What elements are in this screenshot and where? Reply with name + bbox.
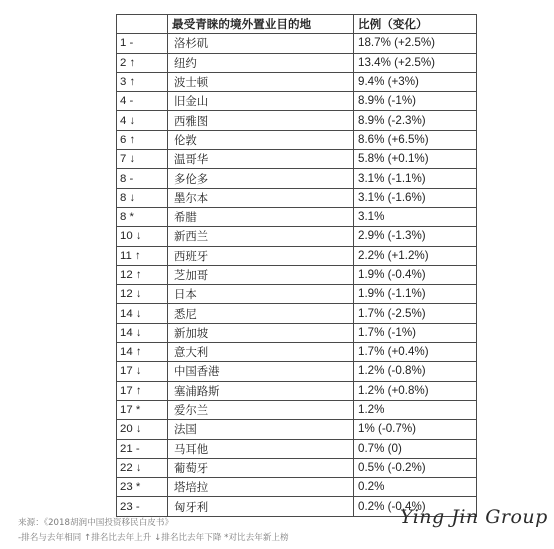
table-row bbox=[117, 285, 477, 304]
destination-cell: 旧金山 bbox=[168, 92, 354, 111]
table-row bbox=[117, 111, 477, 130]
ratio-cell: 0.7% (0) bbox=[354, 439, 477, 458]
ratio-cell: 9.4% (+3%) bbox=[354, 72, 477, 91]
table-row bbox=[117, 188, 477, 207]
rank-cell: 22 ↓ bbox=[117, 458, 168, 477]
source-note: 来源：《2018胡润中国投资移民白皮书》 bbox=[18, 518, 174, 528]
destination-cell: 塔培拉 bbox=[168, 478, 354, 497]
table-row bbox=[117, 207, 477, 226]
destinations-table bbox=[116, 14, 477, 517]
ratio-cell: 1.2% (-0.8%) bbox=[354, 362, 477, 381]
ratio-cell: 1.2% (+0.8%) bbox=[354, 381, 477, 400]
rank-cell: 11 ↑ bbox=[117, 246, 168, 265]
destination-cell: 塞浦路斯 bbox=[168, 381, 354, 400]
ratio-cell: 0.2% (-0.4%) bbox=[354, 497, 477, 516]
rank-cell: 17 ↓ bbox=[117, 362, 168, 381]
rank-cell: 20 ↓ bbox=[117, 420, 168, 439]
destination-cell: 洛杉矶 bbox=[168, 34, 354, 53]
footer-notes bbox=[18, 516, 289, 546]
destination-cell: 中国香港 bbox=[168, 362, 354, 381]
table-row bbox=[117, 362, 477, 381]
table-row bbox=[117, 34, 477, 53]
ratio-cell: 3.1% (-1.1%) bbox=[354, 169, 477, 188]
table-row bbox=[117, 478, 477, 497]
rank-cell: 23 - bbox=[117, 497, 168, 516]
rank-cell: 6 ↑ bbox=[117, 130, 168, 149]
rank-cell: 21 - bbox=[117, 439, 168, 458]
table-row bbox=[117, 53, 477, 72]
ratio-cell: 5.8% (+0.1%) bbox=[354, 150, 477, 169]
ratio-cell: 1.7% (-1%) bbox=[354, 323, 477, 342]
ratio-cell: 8.9% (-1%) bbox=[354, 92, 477, 111]
ratio-cell: 1% (-0.7%) bbox=[354, 420, 477, 439]
table-row bbox=[117, 304, 477, 323]
table-row bbox=[117, 265, 477, 284]
ratio-cell: 18.7% (+2.5%) bbox=[354, 34, 477, 53]
destination-cell: 爱尔兰 bbox=[168, 400, 354, 419]
table-row bbox=[117, 92, 477, 111]
rank-cell: 17 * bbox=[117, 400, 168, 419]
destination-cell: 伦敦 bbox=[168, 130, 354, 149]
header-ratio: 比例（变化） bbox=[354, 15, 477, 34]
ratio-cell: 8.9% (-2.3%) bbox=[354, 111, 477, 130]
table-row bbox=[117, 150, 477, 169]
rank-cell: 23 * bbox=[117, 478, 168, 497]
table-row bbox=[117, 227, 477, 246]
ratio-cell: 0.2% bbox=[354, 478, 477, 497]
destination-cell: 悉尼 bbox=[168, 304, 354, 323]
destination-cell: 希腊 bbox=[168, 207, 354, 226]
ratio-cell: 8.6% (+6.5%) bbox=[354, 130, 477, 149]
table-header-row bbox=[117, 15, 477, 34]
destination-cell: 西雅图 bbox=[168, 111, 354, 130]
destinations-table-container bbox=[116, 14, 477, 517]
destination-cell: 芝加哥 bbox=[168, 265, 354, 284]
ratio-cell: 3.1% bbox=[354, 207, 477, 226]
destination-cell: 墨尔本 bbox=[168, 188, 354, 207]
ratio-cell: 1.7% (-2.5%) bbox=[354, 304, 477, 323]
table-row bbox=[117, 381, 477, 400]
destination-cell: 马耳他 bbox=[168, 439, 354, 458]
destination-cell: 新西兰 bbox=[168, 227, 354, 246]
destination-cell: 意大利 bbox=[168, 343, 354, 362]
table-row bbox=[117, 400, 477, 419]
destination-cell: 温哥华 bbox=[168, 150, 354, 169]
table-row bbox=[117, 169, 477, 188]
header-rank bbox=[117, 15, 168, 34]
ratio-cell: 3.1% (-1.6%) bbox=[354, 188, 477, 207]
rank-cell: 10 ↓ bbox=[117, 227, 168, 246]
rank-cell: 12 ↑ bbox=[117, 265, 168, 284]
table-row bbox=[117, 323, 477, 342]
rank-cell: 8 * bbox=[117, 207, 168, 226]
rank-cell: 1 - bbox=[117, 34, 168, 53]
rank-cell: 14 ↓ bbox=[117, 323, 168, 342]
destination-cell: 葡萄牙 bbox=[168, 458, 354, 477]
rank-cell: 8 ↓ bbox=[117, 188, 168, 207]
destination-cell: 新加坡 bbox=[168, 323, 354, 342]
destination-cell: 波士顿 bbox=[168, 72, 354, 91]
rank-cell: 4 ↓ bbox=[117, 111, 168, 130]
table-row bbox=[117, 439, 477, 458]
ratio-cell: 1.9% (-0.4%) bbox=[354, 265, 477, 284]
rank-cell: 12 ↓ bbox=[117, 285, 168, 304]
ratio-cell: 0.5% (-0.2%) bbox=[354, 458, 477, 477]
destination-cell: 多伦多 bbox=[168, 169, 354, 188]
rank-cell: 2 ↑ bbox=[117, 53, 168, 72]
destination-cell: 纽约 bbox=[168, 53, 354, 72]
table-row bbox=[117, 343, 477, 362]
ratio-cell: 1.2% bbox=[354, 400, 477, 419]
rank-cell: 8 - bbox=[117, 169, 168, 188]
rank-cell: 4 - bbox=[117, 92, 168, 111]
legend-note: -排名与去年相同 ↑排名比去年上升 ↓排名比去年下降 *对比去年新上榜 bbox=[18, 533, 289, 543]
destination-cell: 西班牙 bbox=[168, 246, 354, 265]
table-row bbox=[117, 130, 477, 149]
rank-cell: 17 ↑ bbox=[117, 381, 168, 400]
ratio-cell: 13.4% (+2.5%) bbox=[354, 53, 477, 72]
destination-cell: 法国 bbox=[168, 420, 354, 439]
ratio-cell: 1.9% (-1.1%) bbox=[354, 285, 477, 304]
company-logo: Ying Jin Group bbox=[400, 506, 548, 528]
ratio-cell: 1.7% (+0.4%) bbox=[354, 343, 477, 362]
rank-cell: 14 ↓ bbox=[117, 304, 168, 323]
ratio-cell: 2.2% (+1.2%) bbox=[354, 246, 477, 265]
destination-cell: 日本 bbox=[168, 285, 354, 304]
rank-cell: 3 ↑ bbox=[117, 72, 168, 91]
rank-cell: 7 ↓ bbox=[117, 150, 168, 169]
table-row bbox=[117, 246, 477, 265]
rank-cell: 14 ↑ bbox=[117, 343, 168, 362]
table-row bbox=[117, 72, 477, 91]
table-row bbox=[117, 420, 477, 439]
header-destination: 最受青睐的境外置业目的地 bbox=[168, 15, 354, 34]
ratio-cell: 2.9% (-1.3%) bbox=[354, 227, 477, 246]
destination-cell: 匈牙利 bbox=[168, 497, 354, 516]
table-row bbox=[117, 458, 477, 477]
